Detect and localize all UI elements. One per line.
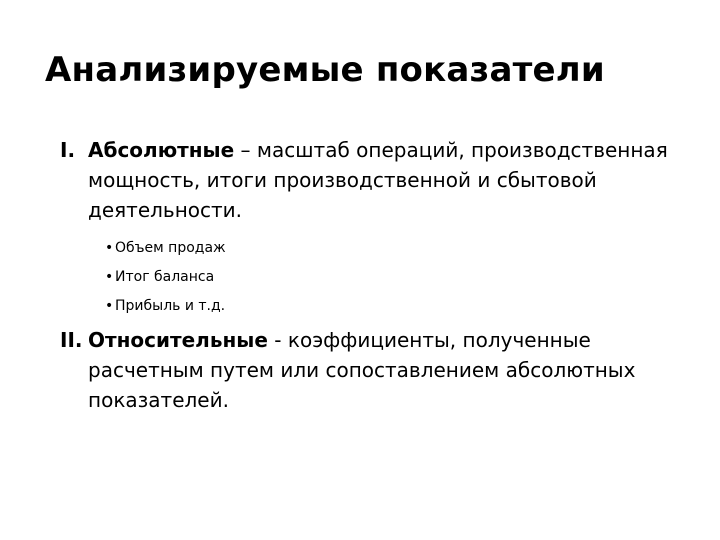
- bullet-icon: •: [105, 269, 114, 285]
- slide-title: Анализируемые показатели: [45, 50, 605, 90]
- bullet-icon: •: [105, 240, 114, 256]
- sub-list-item-label: Объем продаж: [115, 240, 226, 256]
- item-number: II.: [60, 328, 83, 352]
- item-term: Относительные: [88, 328, 268, 352]
- sub-list-item: [105, 263, 226, 292]
- sub-list-item: [105, 234, 226, 263]
- item-text: [88, 135, 680, 225]
- bullet-icon: •: [105, 298, 114, 314]
- item-number: I.: [60, 138, 76, 162]
- list-item-relative: [60, 325, 680, 415]
- item-description: - коэффициенты, полученные расчетным путем или сопоставлением абсолютных показателей.: [88, 328, 636, 412]
- sub-list: [105, 234, 226, 321]
- item-text: [88, 325, 680, 415]
- item-term: Абсолютные: [88, 138, 235, 162]
- item-description: – масштаб операций, производственная мощность, итоги производственной и сбытовой деятельности.: [88, 138, 668, 222]
- list-item-absolute: [60, 135, 680, 225]
- sub-list-item: [105, 292, 226, 321]
- sub-list-item-label: Итог баланса: [115, 269, 215, 285]
- sub-list-item-label: Прибыль и т.д.: [115, 298, 226, 314]
